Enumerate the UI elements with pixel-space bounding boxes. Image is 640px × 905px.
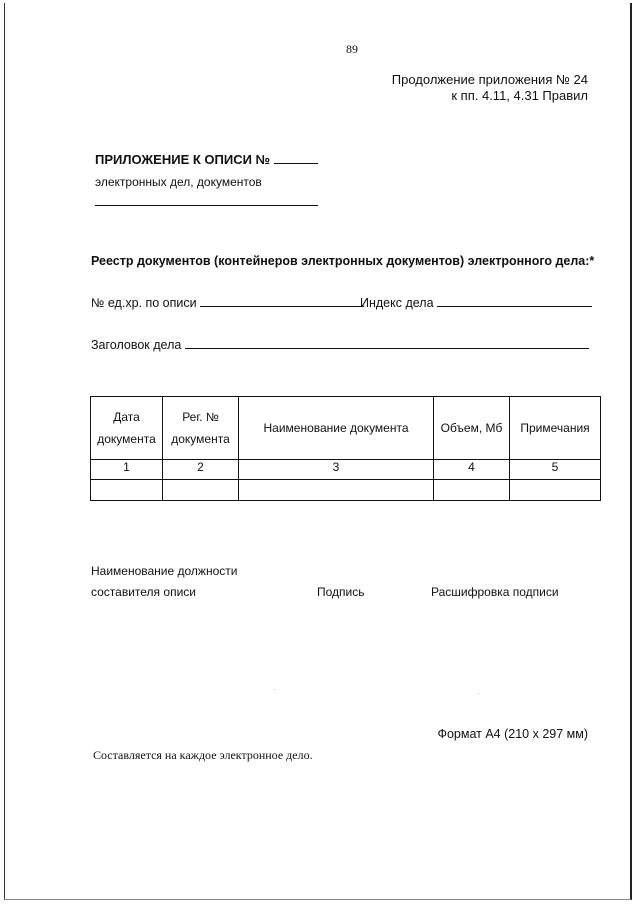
file-heading-label: Заголовок дела [91, 338, 182, 352]
file-index-field [360, 296, 592, 310]
table-cell [239, 480, 434, 501]
table-header-row [91, 397, 601, 460]
appendix-reference-line2: к пп. 4.11, 4.31 Правил [451, 88, 588, 103]
file-heading-field [91, 338, 589, 352]
file-heading-blank [185, 348, 589, 349]
column-number: 3 [239, 460, 434, 480]
file-index-label: Индекс дела [360, 296, 434, 310]
table-row [91, 480, 601, 501]
unit-number-blank [200, 305, 364, 307]
table-number-row [91, 460, 601, 480]
annex-title-text: ПРИЛОЖЕНИЕ К ОПИСИ № [95, 152, 271, 167]
header-volume: Объем, Мб [434, 397, 510, 460]
file-index-blank [437, 305, 592, 307]
page-number: 89 [346, 42, 358, 56]
annex-number-blank [274, 163, 318, 164]
appendix-reference-line1: Продолжение приложения № 24 [391, 72, 588, 87]
table-cell [91, 480, 163, 501]
documents-table [90, 396, 601, 501]
table-cell [163, 480, 239, 501]
footnote: Составляется на каждое электронное дело. [93, 748, 313, 762]
annex-subtitle: электронных дел, документов [95, 175, 262, 189]
unit-number-field [91, 296, 364, 310]
position-title-line1: Наименование должности [91, 564, 238, 578]
registry-title: Реестр документов (контейнеров электронных документов) электронного дела:* [91, 254, 595, 268]
header-reg-number: Рег. № документа [163, 397, 239, 460]
column-number: 1 [91, 460, 163, 480]
scan-speck [478, 693, 479, 694]
header-document-name: Наименование документа [239, 397, 434, 460]
unit-number-label: № ед.хр. по описи [91, 296, 197, 310]
annex-title [95, 152, 318, 167]
paper-format: Формат А4 (210 х 297 мм) [437, 727, 588, 741]
scan-speck [274, 689, 275, 690]
annex-blank-line [95, 205, 318, 206]
header-date: Дата документа [91, 397, 163, 460]
signature-decode-label: Расшифровка подписи [431, 585, 559, 599]
column-number: 2 [163, 460, 239, 480]
appendix-reference [392, 72, 588, 104]
signature-label: Подпись [317, 585, 365, 599]
table-cell [434, 480, 510, 501]
table-cell [510, 480, 601, 501]
header-notes: Примечания [510, 397, 601, 460]
position-title-line2: составителя описи [91, 585, 196, 599]
column-number: 5 [510, 460, 601, 480]
column-number: 4 [434, 460, 510, 480]
